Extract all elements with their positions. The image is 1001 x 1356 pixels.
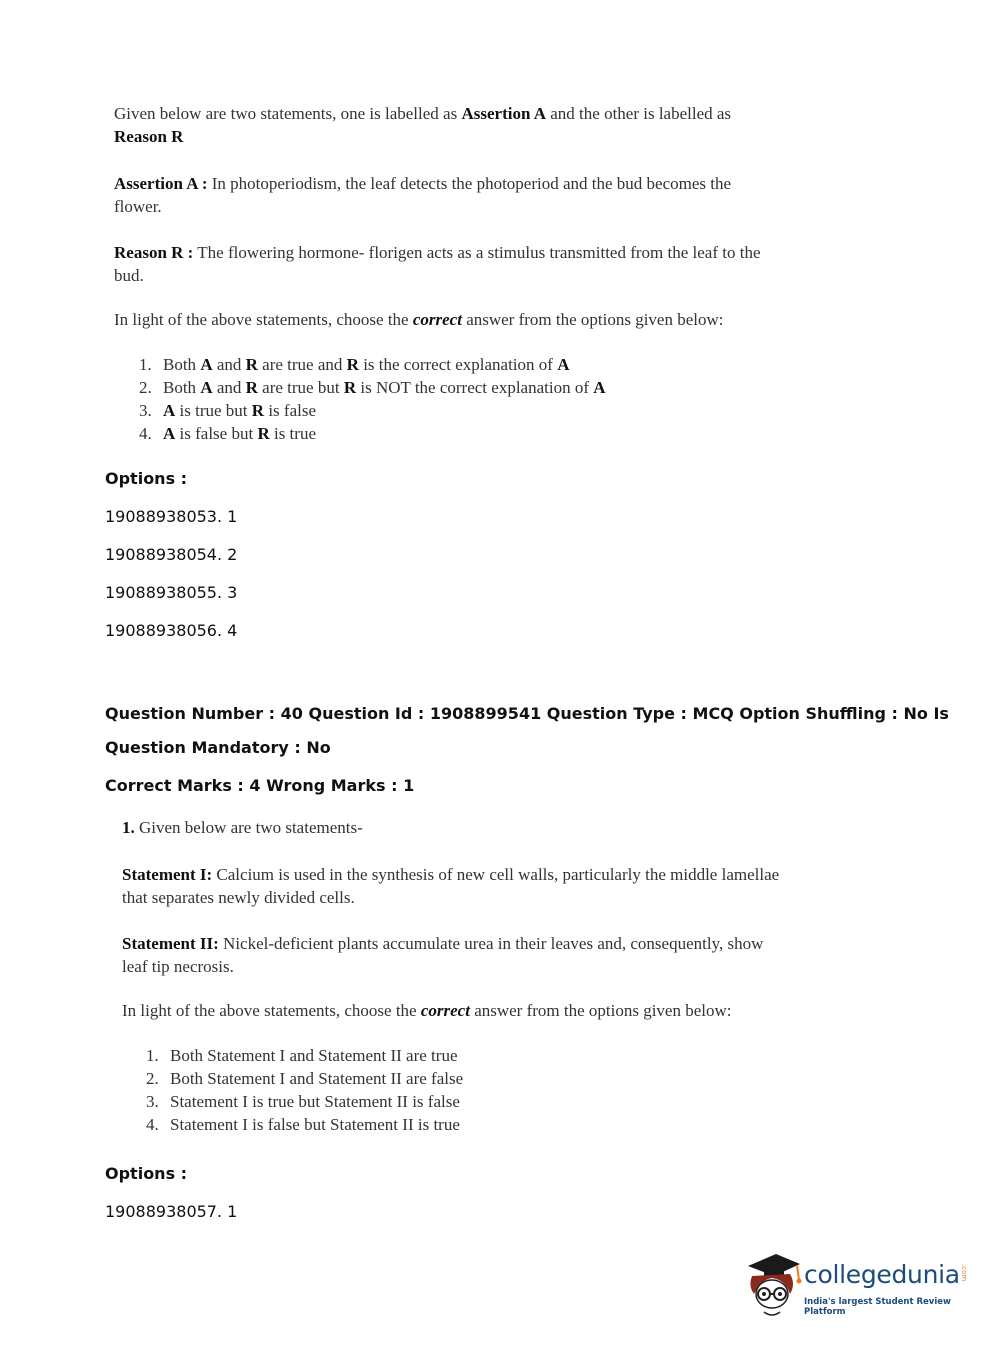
option-item[interactable]: 19088938054. 2	[105, 545, 238, 564]
option-item[interactable]: 19088938053. 1	[105, 507, 238, 526]
q40-statement-1: Statement I: Calcium is used in the synthesis of new cell walls, particularly the middle lamellae that separates newly divided cells.	[122, 865, 780, 907]
q39-choice-1: 1. Both A and R are true and R is the correct explanation of A	[139, 355, 570, 374]
q39-choice-3: 3. A is true but R is false	[139, 401, 316, 420]
q40-choice-1: 1. Both Statement I and Statement II are true	[146, 1046, 458, 1065]
brand-name: collegedunia	[804, 1260, 960, 1289]
reason-label: Reason R :	[114, 243, 194, 262]
option-item[interactable]: 19088938055. 3	[105, 583, 238, 602]
brand-suffix: .com	[960, 1264, 968, 1282]
q39-choice-4: 4. A is false but R is true	[139, 424, 316, 443]
q40-choice-3: 3. Statement I is true but Statement II is false	[146, 1092, 460, 1111]
q40-instruction: In light of the above statements, choose the correct answer from the options given below:	[122, 1001, 732, 1020]
mascot-icon	[742, 1250, 804, 1318]
q40-meta-line-1: Question Number : 40 Question Id : 1908899541 Question Type : MCQ Option Shuffling : No Is	[105, 704, 949, 723]
statement-2-label: Statement II:	[122, 934, 219, 953]
brand-tagline: India's largest Student Review Platform	[804, 1297, 951, 1317]
statement-1-label: Statement I:	[122, 865, 213, 884]
q39-reason: Reason R : The flowering hormone- florigen acts as a stimulus transmitted from the leaf to the bud.	[114, 243, 761, 285]
collegedunia-logo[interactable]	[742, 1250, 972, 1318]
q39-intro-line-2: Reason R	[114, 127, 184, 146]
q40-choice-2: 2. Both Statement I and Statement II are false	[146, 1069, 464, 1088]
q40-statement-2: Statement II: Nickel-deficient plants accumulate urea in their leaves and, consequently, show leaf tip necrosis.	[122, 934, 764, 976]
q39-options-label: Options :	[105, 469, 188, 488]
option-item[interactable]: 19088938056. 4	[105, 621, 238, 640]
q40-intro: 1. Given below are two statements-	[122, 818, 363, 837]
assertion-label: Assertion A :	[114, 174, 208, 193]
q39-assertion: Assertion A : In photoperiodism, the leaf detects the photoperiod and the bud becomes the flower.	[114, 174, 732, 216]
q39-intro	[114, 102, 731, 148]
q40-meta-line-3: Correct Marks : 4 Wrong Marks : 1	[105, 776, 415, 795]
q39-choice-2: 2. Both A and R are true but R is NOT the correct explanation of A	[139, 378, 606, 397]
q40-options-label: Options :	[105, 1164, 188, 1183]
q39-instruction: In light of the above statements, choose the correct answer from the options given below:	[114, 310, 724, 329]
q40-meta-line-2: Question Mandatory : No	[105, 738, 331, 757]
option-item[interactable]: 19088938057. 1	[105, 1202, 238, 1221]
q39-intro-line-1: Given below are two statements, one is labelled as Assertion A and the other is labelled as	[114, 104, 732, 123]
q40-choice-4: 4. Statement I is false but Statement II is true	[146, 1115, 460, 1134]
